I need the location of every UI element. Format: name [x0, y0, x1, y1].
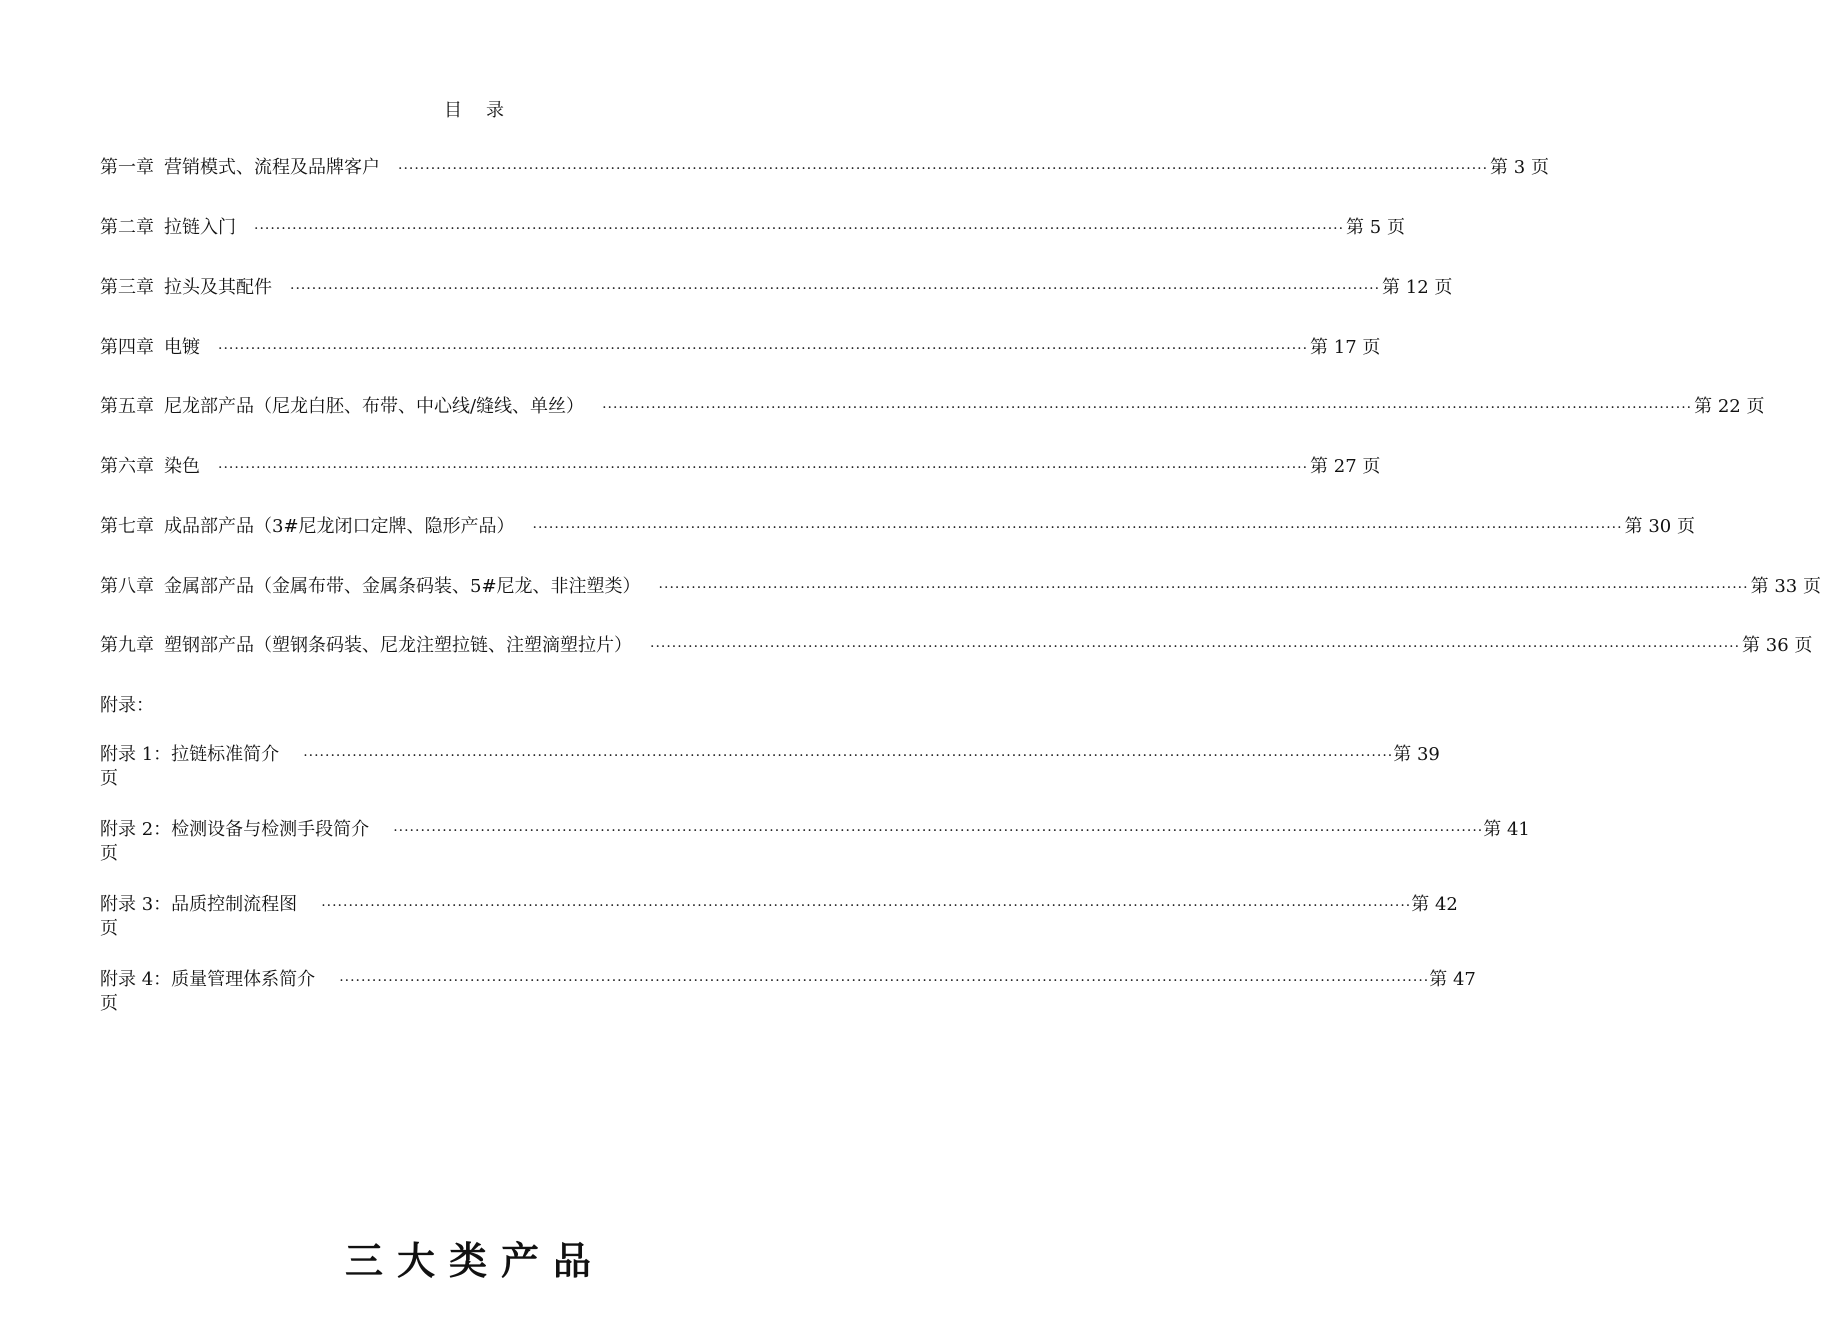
toc-entry[interactable] [100, 156, 1549, 180]
toc-chapter-number: 第七章 [100, 516, 154, 537]
appendix-title: 附录 4：质量管理体系简介 [100, 969, 316, 990]
toc-chapter-title: 营销模式、流程及品牌客户 [164, 157, 380, 178]
toc-chapter-number: 第二章 [100, 217, 154, 238]
appendix-page-number: 第 41 [1483, 819, 1530, 840]
toc-chapter-number: 第四章 [100, 337, 154, 358]
toc-title [0, 96, 950, 122]
toc-page-number: 第 3 页 [1490, 157, 1549, 178]
toc-chapter-number: 第六章 [100, 456, 154, 477]
toc-title-right: 录 [486, 100, 506, 121]
toc-page-number: 第 17 页 [1310, 337, 1381, 358]
toc-leader-dots: ········································································································································································································ [254, 221, 1345, 237]
toc-title-left: 目 [444, 100, 464, 121]
toc-leader-dots: ········································································································································································································ [218, 341, 1309, 357]
appendix-page-number: 第 39 [1393, 744, 1440, 765]
toc-chapter-number: 第三章 [100, 277, 154, 298]
toc-chapter-title: 塑钢部产品（塑钢条码装、尼龙注塑拉链、注塑滴塑拉片） [164, 635, 632, 656]
toc-leader-dots: ········································································································································································································ [658, 580, 1749, 596]
toc-leader-dots: ········································································································································································································ [532, 520, 1623, 536]
toc-leader-dots: ········································································································································································································ [393, 823, 1484, 839]
toc-leader-dots: ········································································································································································································ [339, 973, 1430, 989]
toc-chapter-title: 拉头及其配件 [164, 277, 272, 298]
toc-chapter-number: 第五章 [100, 396, 154, 417]
toc-page-number: 第 12 页 [1382, 277, 1453, 298]
appendix-entry[interactable] [100, 968, 1476, 1016]
toc-entry[interactable] [100, 575, 1821, 599]
appendix-title: 附录 2：检测设备与检测手段简介 [100, 819, 370, 840]
toc-chapter-title: 尼龙部产品（尼龙白胚、布带、中心线/缝线、单丝） [164, 396, 585, 417]
toc-page-number: 第 30 页 [1624, 516, 1695, 537]
toc-chapter-number: 第八章 [100, 576, 154, 597]
appendix-title: 附录 1：拉链标准简介 [100, 744, 280, 765]
toc-chapter-number: 第九章 [100, 635, 154, 656]
section-heading: 三大类产品 [344, 1239, 605, 1283]
toc-leader-dots: ········································································································································································································ [650, 639, 1741, 655]
toc-chapter-title: 成品部产品（3#尼龙闭口定牌、隐形产品） [164, 516, 515, 537]
appendix-page-number: 第 47 [1429, 969, 1476, 990]
appendix-label: 附录： [100, 695, 154, 716]
toc-chapter-title: 电镀 [164, 337, 200, 358]
toc-leader-dots: ········································································································································································································ [602, 400, 1693, 416]
appendix-page-suffix: 页 [100, 843, 118, 864]
appendix-title: 附录 3：品质控制流程图 [100, 894, 298, 915]
toc-chapter-number: 第一章 [100, 157, 154, 178]
toc-page-number: 第 22 页 [1694, 396, 1765, 417]
toc-leader-dots: ········································································································································································································ [218, 460, 1309, 476]
appendix-page-number: 第 42 [1411, 894, 1458, 915]
toc-leader-dots: ········································································································································································································ [290, 281, 1381, 297]
toc-entry[interactable] [100, 634, 1813, 658]
toc-chapter-title: 拉链入门 [164, 217, 236, 238]
appendix-page-suffix: 页 [100, 918, 118, 939]
appendix-entry[interactable] [100, 743, 1440, 791]
toc-entry[interactable] [100, 455, 1381, 479]
appendix-page-suffix: 页 [100, 768, 118, 789]
toc-entry[interactable] [100, 336, 1381, 360]
toc-leader-dots: ········································································································································································································ [321, 898, 1412, 914]
toc-entry[interactable] [100, 395, 1765, 419]
toc-leader-dots: ········································································································································································································ [398, 161, 1489, 177]
toc-page-number: 第 33 页 [1750, 576, 1821, 597]
toc-page-number: 第 5 页 [1346, 217, 1405, 238]
appendix-entry[interactable] [100, 893, 1458, 941]
toc-page-number: 第 27 页 [1310, 456, 1381, 477]
toc-entry[interactable] [100, 216, 1405, 240]
toc-chapter-title: 金属部产品（金属布带、金属条码装、5#尼龙、非注塑类） [164, 576, 641, 597]
toc-page-number: 第 36 页 [1742, 635, 1813, 656]
appendix-page-suffix: 页 [100, 993, 118, 1014]
toc-entry[interactable] [100, 515, 1695, 539]
toc-entry[interactable] [100, 276, 1453, 300]
toc-leader-dots: ········································································································································································································ [303, 748, 1394, 764]
appendix-entry[interactable] [100, 818, 1530, 866]
toc-chapter-title: 染色 [164, 456, 200, 477]
